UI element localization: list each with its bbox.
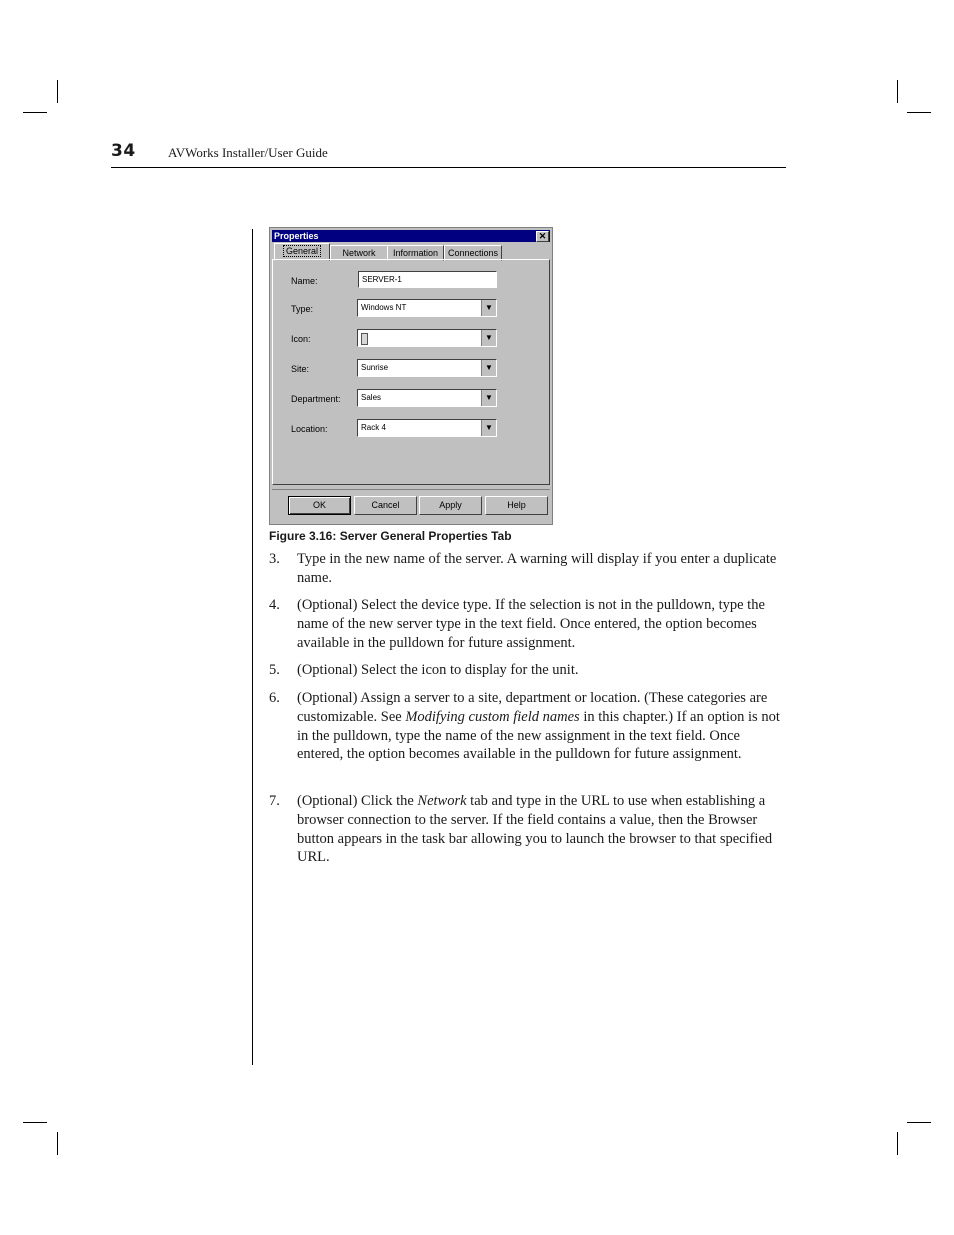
tab-network[interactable]: Network bbox=[330, 245, 388, 261]
crop-mark bbox=[897, 80, 898, 103]
tab-information[interactable]: Information bbox=[387, 245, 444, 261]
site-value: Sunrise bbox=[361, 363, 389, 372]
header-rule bbox=[111, 167, 786, 168]
crop-mark bbox=[23, 1122, 47, 1123]
name-label: Name: bbox=[291, 276, 318, 286]
chevron-down-icon[interactable]: ▼ bbox=[481, 330, 496, 346]
dialog-titlebar bbox=[272, 230, 550, 242]
network-tab-reference: Network bbox=[417, 793, 467, 809]
general-tab-panel bbox=[272, 259, 550, 485]
crop-mark bbox=[23, 112, 47, 113]
icon-label: Icon: bbox=[291, 334, 311, 344]
chevron-down-icon[interactable]: ▼ bbox=[481, 300, 496, 316]
ok-button[interactable]: OK bbox=[288, 496, 351, 515]
tab-connections[interactable]: Connections bbox=[444, 245, 502, 261]
department-dropdown[interactable] bbox=[357, 389, 497, 407]
department-value: Sales bbox=[361, 393, 382, 402]
properties-dialog bbox=[269, 227, 553, 525]
crop-mark bbox=[907, 1122, 931, 1123]
site-dropdown[interactable] bbox=[357, 359, 497, 377]
crop-mark bbox=[907, 112, 931, 113]
name-field[interactable]: SERVER-1 bbox=[358, 271, 497, 288]
cross-reference: Modifying custom field names bbox=[405, 708, 580, 725]
step-text: (Optional) Select the icon to display for the unit. bbox=[297, 662, 579, 678]
type-dropdown[interactable] bbox=[357, 299, 497, 317]
step-text: (Optional) Click the Network tab and type in the URL to use when establishing a browser connection to the server. If the field contains a value, then the Browser button appears in the task bar allowing you to launch the browser to that specified URL. bbox=[297, 793, 773, 866]
chevron-down-icon[interactable]: ▼ bbox=[481, 360, 496, 376]
dialog-title: Properties bbox=[274, 231, 319, 241]
crop-mark bbox=[57, 80, 58, 103]
step-number: 7. bbox=[269, 793, 280, 809]
type-label: Type: bbox=[291, 304, 314, 314]
button-divider bbox=[272, 489, 550, 490]
crop-mark bbox=[57, 1132, 58, 1155]
step-number: 6. bbox=[269, 690, 280, 706]
step-text: Type in the new name of the server. A warning will display if you enter a duplicate name. bbox=[297, 551, 777, 586]
cancel-button[interactable]: Cancel bbox=[354, 496, 417, 515]
location-dropdown[interactable] bbox=[357, 419, 497, 437]
step-number: 4. bbox=[269, 597, 280, 613]
location-label: Location: bbox=[291, 424, 328, 434]
icon-dropdown[interactable] bbox=[357, 329, 497, 347]
chevron-down-icon[interactable]: ▼ bbox=[481, 390, 496, 406]
help-button[interactable]: Help bbox=[485, 496, 548, 515]
page-number: 34 bbox=[111, 141, 136, 161]
step-number: 3. bbox=[269, 551, 280, 567]
running-header-title: AVWorks Installer/User Guide bbox=[168, 145, 328, 160]
crop-mark bbox=[897, 1132, 898, 1155]
apply-button[interactable]: Apply bbox=[419, 496, 482, 515]
server-icon bbox=[361, 333, 368, 345]
type-value: Windows NT bbox=[361, 303, 407, 312]
step-number: 5. bbox=[269, 662, 280, 678]
site-label: Site: bbox=[291, 364, 310, 374]
department-label: Department: bbox=[291, 394, 341, 404]
step-text: (Optional) Select the device type. If the selection is not in the pulldown, type the name of the new server type in the text field. Once entered, the option becomes available in the pulldown for future assignment. bbox=[297, 597, 765, 651]
chevron-down-icon[interactable]: ▼ bbox=[481, 420, 496, 436]
close-icon[interactable]: ✕ bbox=[536, 231, 549, 242]
location-value: Rack 4 bbox=[361, 423, 386, 432]
margin-rule bbox=[252, 229, 253, 1065]
tab-general[interactable]: General bbox=[274, 243, 330, 261]
figure-caption: Figure 3.16: Server General Properties Tab bbox=[269, 529, 512, 543]
step-text: (Optional) Assign a server to a site, department or location. (These categories are customizable. See Modifying custom field names in this chapter.) If an option is not in the pulldown, type the name of the new assignment in the text field. Once entered, the option becomes available in the pulldown for future assignment. bbox=[297, 690, 780, 763]
